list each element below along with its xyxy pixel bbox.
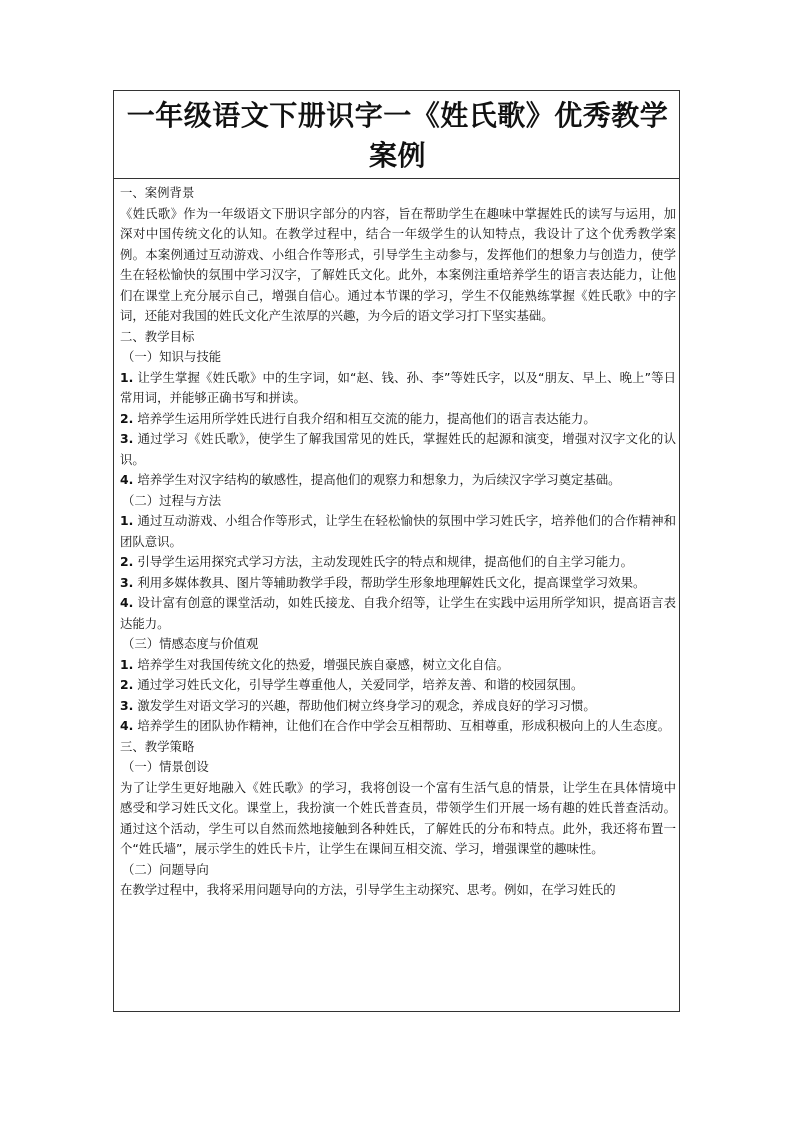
item-number: 4. [120, 718, 134, 733]
item-number: 1. [120, 369, 134, 385]
item-text: 通过学习姓氏文化，引导学生尊重他人，关爱同学，培养友善、和谐的校园氛围。 [137, 677, 584, 692]
item-text: 通过互动游戏、小组合作等形式，让学生在轻松愉快的氛围中学习姓氏字，培养他们的合作精神和团队意识。 [120, 513, 676, 549]
list-item [120, 675, 676, 696]
item-text: 激发学生对语文学习的兴趣，帮助他们树立终身学习的观念，养成良好的学习习惯。 [137, 697, 596, 713]
item-text: 通过学习《姓氏歌》，使学生了解我国常见的姓氏，掌握姓氏的起源和演变，增强对汉字文化的认识。 [120, 431, 676, 467]
subsection-heading-values: （三）情感态度与价值观 [122, 636, 259, 651]
questions-paragraph: 在教学过程中，我将采用问题导向的方法，引导学生主动探究、思考。例如，在学习姓氏的 [120, 882, 616, 897]
item-number: 2. [120, 410, 134, 426]
list-item [120, 368, 676, 409]
document-title-line-2: 案例 [368, 139, 426, 172]
document-frame [113, 90, 680, 1012]
list-item [120, 716, 676, 737]
subsection-heading-knowledge: （一）知识与技能 [122, 349, 222, 364]
item-text: 让学生掌握《姓氏歌》中的生字词，如“赵、钱、孙、李”等姓氏字，以及“朋友、早上、晚上”等日常用词，并能够正确书写和拼读。 [120, 369, 676, 405]
list-item [120, 511, 676, 552]
list-item [120, 696, 676, 717]
subsection-heading-scenario: （一）情景创设 [122, 759, 209, 774]
item-text: 设计富有创意的课堂活动，如姓氏接龙、自我介绍等，让学生在实践中运用所学知识，提高语言表达能力。 [120, 595, 676, 631]
item-number: 1. [120, 513, 134, 528]
item-number: 1. [120, 656, 134, 672]
list-item [120, 429, 676, 470]
item-number: 4. [120, 595, 134, 610]
item-text: 利用多媒体教具、图片等辅助教学手段，帮助学生形象地理解姓氏文化，提高课堂学习效果。 [137, 574, 646, 590]
item-number: 3. [120, 431, 134, 446]
item-number: 3. [120, 574, 134, 590]
item-number: 3. [120, 697, 134, 713]
title-block [114, 91, 680, 179]
item-number: 4. [120, 472, 134, 487]
item-text: 培养学生运用所学姓氏进行自我介绍和相互交流的能力，提高他们的语言表达能力。 [137, 410, 596, 426]
list-item [120, 573, 676, 594]
section-heading-strategy: 三、教学策略 [120, 738, 195, 754]
document-title-line-1: 一年级语文下册识字一《姓氏歌》优秀教学 [126, 99, 669, 132]
list-item [120, 655, 676, 676]
list-item [120, 593, 676, 634]
list-item [120, 470, 676, 491]
background-paragraph: 《姓氏歌》作为一年级语文下册识字部分的内容，旨在帮助学生在趣味中掌握姓氏的读写与运用，加深对中国传统文化的认知。在教学过程中，结合一年级学生的认知特点，我设计了这个优秀教学案例。本案例通过互动游戏、小组合作等形式，引导学生主动参与，发挥他们的想象力与创造力，使学生在轻松愉快的氛围中学习汉字，了解姓氏文化。此外，本案例注重培养学生的语言表达能力，让他们在课堂上充分展示自己，增强自信心。通过本节课的学习，学生不仅能熟练掌握《姓氏歌》中的字词，还能对我国的姓氏文化产生浓厚的兴趣，为今后的语文学习打下坚实基础。 [120, 205, 676, 323]
item-text: 培养学生的团队协作精神，让他们在合作中学会互相帮助、互相尊重，形成积极向上的人生态度。 [137, 718, 671, 733]
item-text: 引导学生运用探究式学习方法，主动发现姓氏字的特点和规律，提高他们的自主学习能力。 [137, 554, 633, 569]
item-text: 培养学生对汉字结构的敏感性，提高他们的观察力和想象力，为后续汉字学习奠定基础。 [137, 472, 621, 487]
item-number: 2. [120, 554, 134, 569]
section-heading-background: 一、案例背景 [120, 185, 195, 200]
item-text: 培养学生对我国传统文化的热爱，增强民族自豪感，树立文化自信。 [137, 656, 510, 672]
section-heading-goals: 二、教学目标 [120, 328, 195, 344]
document-body [120, 183, 676, 901]
scenario-paragraph: 为了让学生更好地融入《姓氏歌》的学习，我将创设一个富有生活气息的情景，让学生在具体情境中感受和学习姓氏文化。课堂上，我扮演一个姓氏普查员，带领学生们开展一场有趣的姓氏普查活动。通过这个活动，学生可以自然而然地接触到各种姓氏，了解姓氏的分布和特点。此外，我还将布置一个“姓氏墙”，展示学生的姓氏卡片，让学生在课间互相交流、学习，增强课堂的趣味性。 [120, 779, 676, 856]
item-number: 2. [120, 677, 134, 692]
subsection-heading-process: （二）过程与方法 [122, 492, 222, 508]
subsection-heading-questions: （二）问题导向 [122, 861, 209, 877]
list-item [120, 409, 676, 430]
list-item [120, 552, 676, 573]
